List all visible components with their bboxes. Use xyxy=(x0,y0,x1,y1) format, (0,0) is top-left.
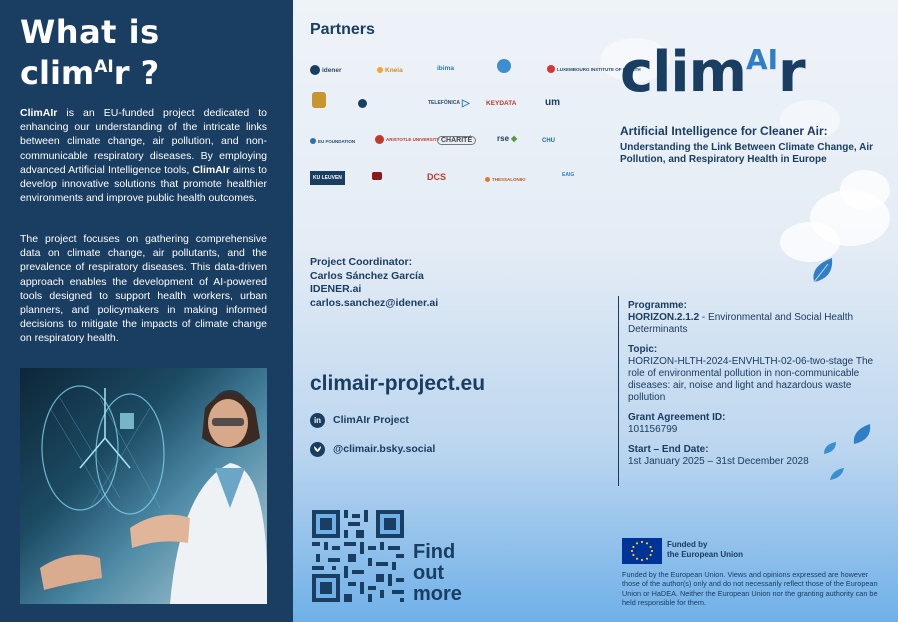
intro-paragraph xyxy=(20,106,267,205)
bluesky-icon xyxy=(310,442,325,457)
partner-logo-telefonica: TELEFÓNICA ▷ xyxy=(428,97,470,109)
programme-label: Programme: xyxy=(628,300,687,311)
bluesky-label: @climair.bsky.social xyxy=(333,443,436,455)
partners-title: Partners xyxy=(310,21,375,38)
globe-icon xyxy=(497,59,511,73)
intro-text-1: is an EU-funded project dedicated to enhancing our understanding of the intricate links between climate change, air pollution, and non-communicable respiratory diseases. By employing advanced Artificial Intelligence tools, xyxy=(20,107,267,176)
topic-value: HORIZON-HLTH-2024-ENVHLTH-02-06-two-stage The role of environmental pollution in non-communicable diseases: air, noise and light and hazardous waste pollution xyxy=(628,356,874,403)
partner-logo-um: um xyxy=(545,96,560,108)
eu-funding-label: Funded by the European Union xyxy=(667,540,743,559)
partner-logo-charite: CHARITÉ xyxy=(437,133,476,147)
partner-logo-kneia: Kneia xyxy=(377,63,403,77)
kneia-icon xyxy=(377,67,383,73)
partner-logo-fundacion: EU FOUNDATION xyxy=(310,134,355,148)
aristotle-icon xyxy=(375,135,384,144)
title-suffix: r ? xyxy=(113,54,160,92)
linkedin-link[interactable] xyxy=(310,412,409,428)
bluesky-link[interactable] xyxy=(310,441,435,457)
partner-logo-crest xyxy=(312,93,326,107)
partner-logo-crown xyxy=(372,169,382,183)
fundacion-icon xyxy=(310,138,316,144)
doctor-lungs-photo xyxy=(20,368,267,604)
intro-bold-1: ClimAIr xyxy=(20,107,58,119)
eu-flag-icon xyxy=(622,538,662,564)
partner-logo-dcs: DCS xyxy=(427,172,447,182)
partner-logo-chu: CHU xyxy=(542,138,555,144)
cloud-decoration xyxy=(840,170,890,210)
dates-label: Start – End Date: xyxy=(628,444,709,455)
left-panel xyxy=(0,0,293,622)
crest-icon xyxy=(312,92,326,108)
topic-label: Topic: xyxy=(628,344,658,355)
climair-logo: clim$^{AI}$r xyxy=(620,40,805,105)
programme-value: HORIZON.2.1.2 - Environmental and Social Health Determinants xyxy=(628,312,854,335)
partner-logo-rse: rse ◆ xyxy=(497,133,518,143)
left-title-line1: What is xyxy=(20,13,160,51)
coordinator-org: IDENER.ai xyxy=(310,283,362,295)
idener-icon xyxy=(310,65,320,75)
linkedin-icon: in xyxy=(310,413,325,428)
title-prefix: clim xyxy=(20,54,95,92)
eu-disclaimer: Funded by the European Union. Views and opinions expressed are however those of the author(s) only and do not necessarily reflect those of the European Union or HaDEA. Neither the European Union nor the granting authority can be held responsible for them. xyxy=(622,570,878,607)
intro-text-2: aims to develop innovative solutions that promote healthier environments and improve public health outcomes. xyxy=(20,163,267,205)
find-out-more: Find out more xyxy=(413,541,462,605)
dates-value: 1st January 2025 – 31st December 2028 xyxy=(628,456,809,467)
partner-logo-thessaloniki: THESSALONIKI xyxy=(485,172,526,186)
partner-logo-idener: idener xyxy=(310,63,342,77)
thessaloniki-icon xyxy=(485,177,490,182)
grant-value: 101156799 xyxy=(628,424,678,435)
partner-logo-keydata: KEYDATA xyxy=(486,99,517,107)
coordinator-label: Project Coordinator: xyxy=(310,256,413,268)
university-icon xyxy=(358,99,367,108)
website-link[interactable]: climair-project.eu xyxy=(310,372,486,395)
partner-logo-university xyxy=(358,96,367,110)
partner-logo-ibima: ibima xyxy=(437,64,454,72)
partner-logo-kuleuven: KU LEUVEN xyxy=(310,171,345,185)
coordinator-email[interactable]: carlos.sanchez@idener.ai xyxy=(310,296,439,309)
leaf-icon xyxy=(808,256,836,286)
sub-tagline: Understanding the Link Between Climate Change, Air Pollution, and Respiratory Health in Europe xyxy=(620,142,873,165)
project-coordinator xyxy=(310,256,438,310)
tagline: Artificial Intelligence for Cleaner Air: xyxy=(620,124,828,138)
grant-label: Grant Agreement ID: xyxy=(628,412,726,423)
qr-code[interactable] xyxy=(312,510,404,602)
linkedin-label: ClimAIr Project xyxy=(333,414,409,426)
focus-paragraph: The project focuses on gathering comprehensive data on climate change, air pollutants, and the prevalence of respiratory diseases. This data-driven approach enables the development of AI-powered tools designed to support health workers, urban planners, and policymakers in making informed decisions to mitigate the impacts of climate change on respiratory health. xyxy=(20,233,267,345)
luxembourg-icon xyxy=(547,65,555,73)
left-title-line2 xyxy=(20,50,159,90)
title-sup: AI xyxy=(94,57,114,77)
crown-icon xyxy=(372,172,382,180)
partner-logo-aristotle: ARISTOTLE UNIVERSITY xyxy=(375,132,440,146)
partner-logo-eaig: EAIG xyxy=(562,172,575,178)
partner-logo-globe xyxy=(497,59,511,73)
coordinator-name: Carlos Sánchez García xyxy=(310,269,424,282)
programme-info xyxy=(618,296,888,486)
intro-bold-2: ClimAIr xyxy=(192,163,230,176)
partner-logo-luxembourg: LUXEMBOURG INSTITUTE OF HEALTH xyxy=(547,62,641,76)
